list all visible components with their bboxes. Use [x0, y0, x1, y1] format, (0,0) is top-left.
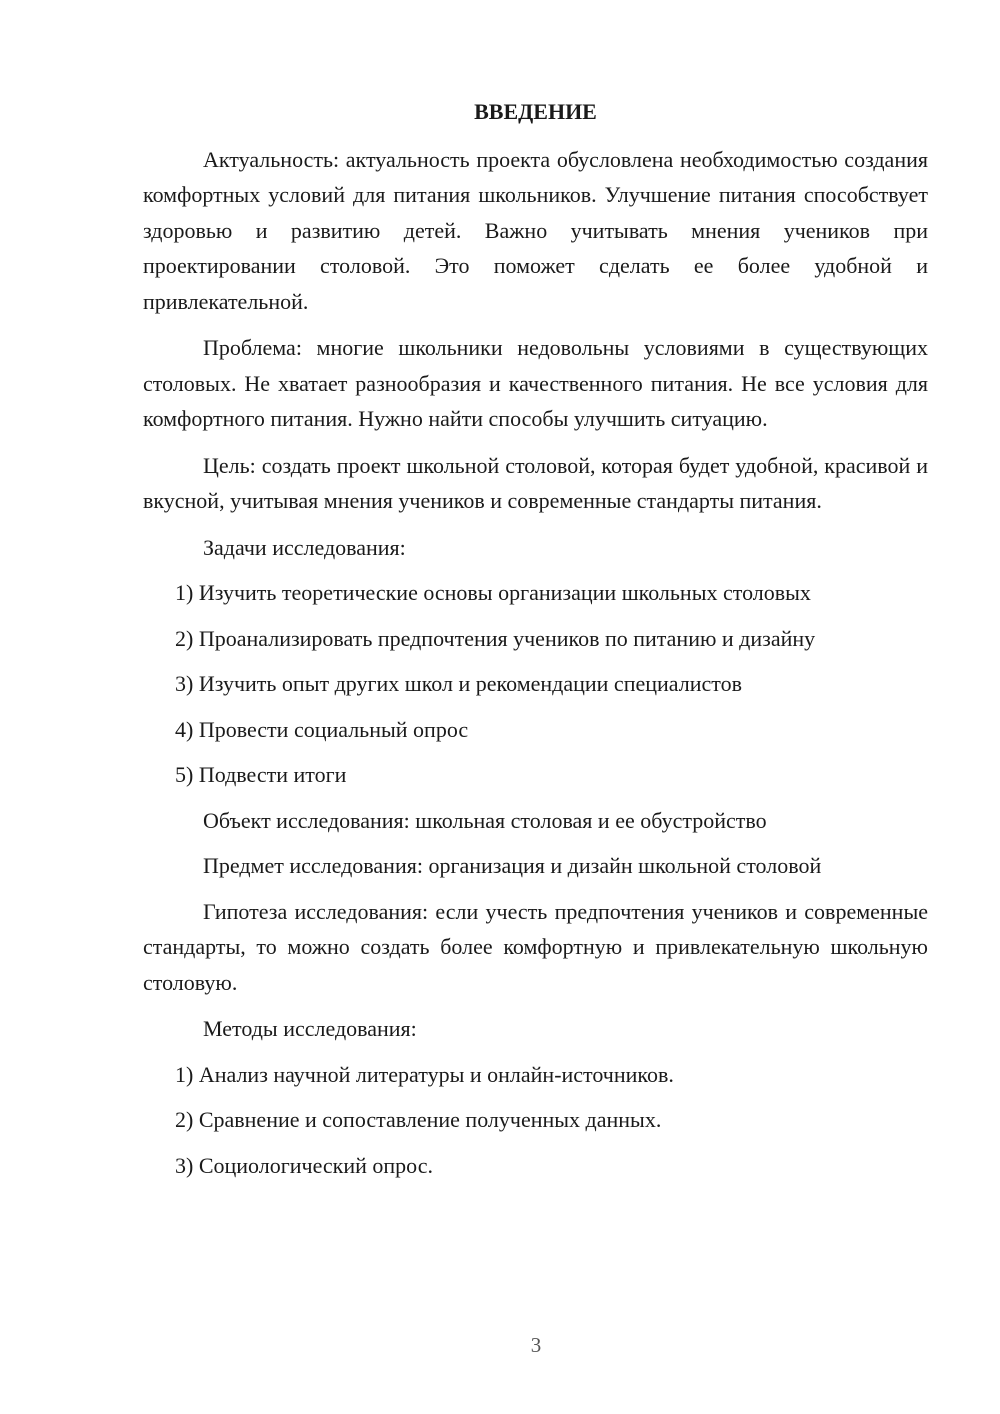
tasks-heading: Задачи исследования: — [203, 534, 406, 560]
methods-heading: Методы исследования: — [203, 1016, 417, 1041]
task-item: 4) Провести социальный опрос — [175, 716, 469, 742]
method-item: 2) Сравнение и сопоставление полученных данных. — [175, 1107, 662, 1132]
research-object: Объект исследования: школьная столовая и ее обустройство — [203, 807, 767, 833]
page-number: 3 — [530, 1333, 542, 1357]
task-item: 1) Изучить теоретические основы организации школьных столовых — [175, 580, 811, 605]
method-item: 1) Анализ научной литературы и онлайн-источников. — [175, 1061, 674, 1087]
goal-paragraph: Цель: создать проект школьной столовой, которая будет удобной, красивой и вкусной, учитывая мнения учеников и современные стандарты питания. — [143, 452, 928, 513]
page-content — [143, 94, 928, 1193]
task-item: 5) Подвести итоги — [175, 762, 347, 787]
relevance-paragraph: Актуальность: актуальность проекта обусловлена необходимостью создания комфортных условий для питания школьников. Улучшение питания способствует здоровью и развитию детей. Важно учитывать мнения учеников при проектировании столовой. Это поможет сделать ее более удобной и привлекательной. — [143, 146, 928, 314]
methods-list — [143, 1057, 928, 1184]
tasks-list — [143, 575, 928, 793]
page-title: ВВЕДЕНИЕ — [474, 99, 597, 124]
task-item: 2) Проанализировать предпочтения учеников по питанию и дизайну — [175, 625, 816, 651]
method-item: 3) Социологический опрос. — [175, 1152, 433, 1178]
research-subject: Предмет исследования: организация и дизайн школьной столовой — [203, 853, 822, 878]
task-item: 3) Изучить опыт других школ и рекомендации специалистов — [175, 671, 742, 696]
problem-paragraph: Проблема: многие школьники недовольны условиями в существующих столовых. Не хватает разнообразия и качественного питания. Не все условия для комфортного питания. Нужно найти способы улучшить ситуацию. — [143, 335, 928, 431]
hypothesis-paragraph: Гипотеза исследования: если учесть предпочтения учеников и современные стандарты, то можно создать более комфортную и привлекательную школьную столовую. — [143, 898, 928, 995]
